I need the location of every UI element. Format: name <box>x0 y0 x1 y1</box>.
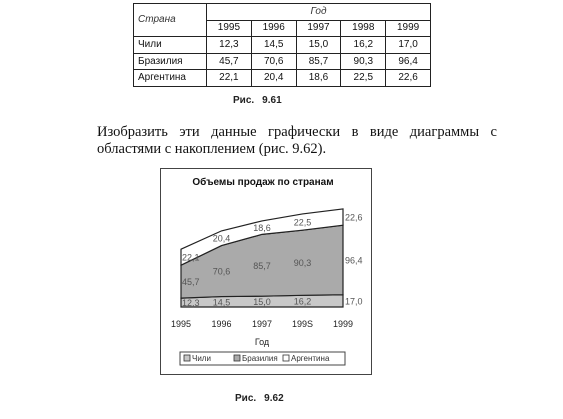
task-paragraph: Изобразить эти данные графически в виде диаграммы с областями с накоплением (рис. 9.62). <box>97 124 497 157</box>
table-cell: 17,0 <box>386 37 431 54</box>
x-axis-label: Год <box>254 337 270 347</box>
caption-prefix: Рис. <box>233 95 255 106</box>
table-cell: 20,4 <box>251 70 296 87</box>
table-cell: 18,6 <box>296 70 341 87</box>
x-tick-label: 1997 <box>251 319 273 329</box>
legend-label: Аргентина <box>291 354 330 363</box>
table-cell: 70,6 <box>251 53 296 70</box>
x-tick-label: 1995 <box>170 319 192 329</box>
data-label: 22,6 <box>345 212 363 223</box>
table-cell: 16,2 <box>341 37 386 54</box>
data-label: 22,1 <box>182 252 200 263</box>
caption-prefix: Рис. <box>235 393 257 404</box>
data-label: 18,6 <box>253 223 271 234</box>
table-cell: 22,1 <box>207 70 252 87</box>
table-cell: 22,6 <box>386 70 431 87</box>
chart-title: Объемы продаж по странам <box>192 177 334 188</box>
data-label: 85,7 <box>253 260 271 271</box>
legend-label: Бразилия <box>242 354 278 363</box>
table-corner-label: Страна <box>134 4 207 37</box>
table-group-label: Год <box>207 4 431 21</box>
data-label: 90,3 <box>293 258 312 269</box>
x-tick-label: 1999 <box>332 319 354 329</box>
x-tick-label: 1996 <box>211 319 232 329</box>
data-label: 20,4 <box>212 233 231 244</box>
data-label: 16,2 <box>293 296 312 307</box>
legend-swatch <box>283 355 289 361</box>
data-label: 15,0 <box>253 297 271 308</box>
x-tick-label: 199S <box>291 319 314 329</box>
legend-swatch <box>184 355 190 361</box>
table-row-label: Бразилия <box>134 53 207 70</box>
table-cell: 15,0 <box>296 37 341 54</box>
data-label: 12,3 <box>182 298 200 309</box>
table-row-label: Аргентина <box>134 70 207 87</box>
data-label: 70,6 <box>212 266 231 277</box>
table-cell: 14,5 <box>251 37 296 54</box>
legend-label: Чили <box>192 354 211 363</box>
table-cell: 96,4 <box>386 53 431 70</box>
caption-number: 9.62 <box>264 393 284 404</box>
legend-swatch <box>234 355 240 361</box>
caption-number: 9.61 <box>262 95 282 106</box>
table-year-cell: 1999 <box>386 20 431 37</box>
table-year-cell: 1995 <box>207 20 252 37</box>
table-cell: 12,3 <box>207 37 252 54</box>
table-cell: 90,3 <box>341 53 386 70</box>
data-label: 17,0 <box>345 296 363 307</box>
figure-caption <box>235 393 284 404</box>
data-label: 96,4 <box>345 255 363 266</box>
data-label: 22,5 <box>293 217 312 228</box>
table-year-cell: 1998 <box>341 20 386 37</box>
data-label: 45,7 <box>182 277 200 288</box>
table-cell: 85,7 <box>296 53 341 70</box>
table-year-cell: 1996 <box>251 20 296 37</box>
table-cell: 45,7 <box>207 53 252 70</box>
table-year-cell: 1997 <box>296 20 341 37</box>
table-row-label: Чили <box>134 37 207 54</box>
table-cell: 22,5 <box>341 70 386 87</box>
data-label: 14,5 <box>212 297 231 308</box>
